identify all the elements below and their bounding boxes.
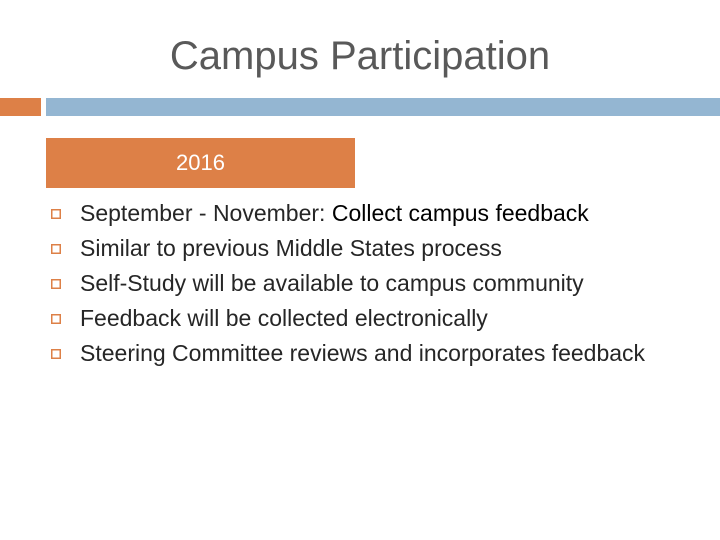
bullet-lead-text: September - November: — [80, 200, 332, 226]
slide-title: Campus Participation — [169, 34, 551, 78]
accent-bar-blue — [46, 98, 720, 116]
hollow-square-bullet-icon — [51, 244, 61, 254]
bullet-item — [46, 198, 686, 229]
hollow-square-bullet-icon — [51, 209, 61, 219]
bullet-lead-text: Steering Committee reviews and incorporates feedback — [80, 340, 646, 366]
bullet-list — [46, 198, 686, 369]
bullet-item — [46, 338, 686, 369]
bullet-emphasis-text: Collect campus feedback — [331, 200, 589, 226]
bullet-lead-text: Similar to previous Middle States process — [80, 235, 502, 261]
hollow-square-bullet-icon — [51, 279, 61, 289]
accent-bar-orange — [0, 98, 41, 116]
hollow-square-bullet-icon — [51, 314, 61, 324]
bullet-lead-text: Feedback will be collected electronically — [80, 305, 488, 331]
hollow-square-bullet-icon — [51, 349, 61, 359]
bullet-item — [46, 233, 686, 264]
bullet-lead-text: Self-Study will be available to campus community — [80, 270, 584, 296]
bullet-item — [46, 268, 686, 299]
bullet-item — [46, 303, 686, 334]
year-label-box: 2016 — [46, 138, 355, 188]
